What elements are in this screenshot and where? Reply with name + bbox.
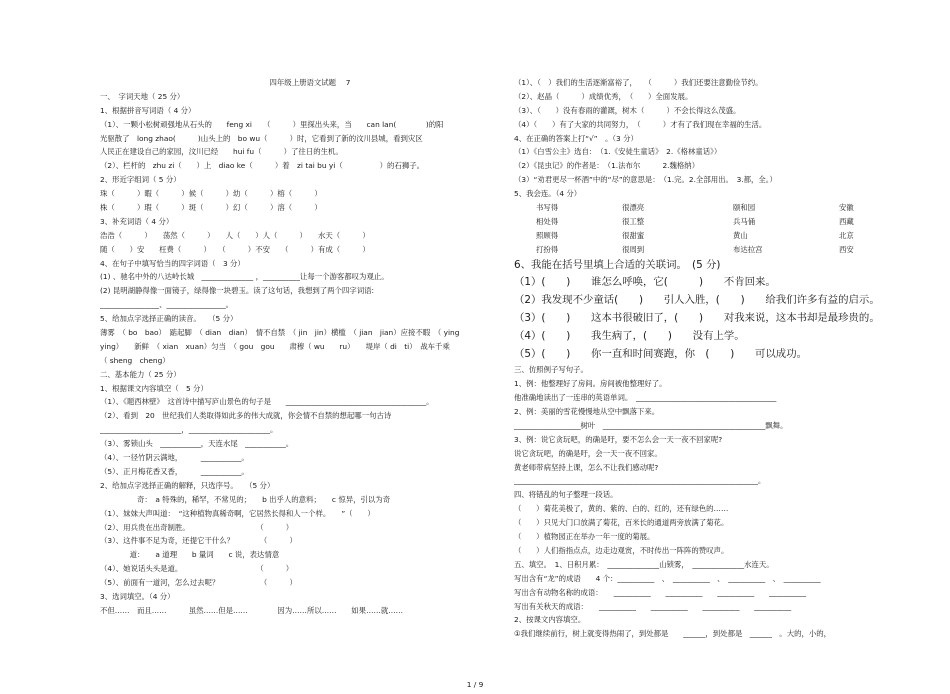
left-lines-line: （1）、一颗小松树顽强地从石头的 feng xi （ ）里探出头来，当 can lan( )的阳 — [100, 119, 444, 129]
connect-item: 相处得 — [536, 216, 559, 226]
left-lines-line: （ sheng cheng） — [100, 355, 170, 365]
big-lines-line: （3）( ) 这本书很破旧了，( ) 对我来说，这本书却是最珍贵的。 — [514, 311, 880, 324]
right-top-lines-line: （4）（ ）有了大家的共同努力， （ ）才有了我们现在幸福的生活。 — [514, 119, 767, 129]
right-top-lines-line: （3）“劝君更尽一杯酒”中的“尽”的意思是： （1.完。2.全部用出。 3.都，全。） — [514, 175, 777, 185]
right-top-lines-line: （1）、（ ）我们的生活逐渐富裕了， （ ）我们还要注意勤俭节约。 — [514, 78, 763, 87]
left-lines-line: 四年级上册语文试题 7 — [269, 78, 351, 87]
left-lines-line: （2）、用兵贵在出奇制胜。 （ ） — [100, 522, 294, 532]
big-lines-line: （5）( ) 你一直和时间赛跑，你 ( ) 可以成功。 — [514, 347, 807, 360]
right-bottom-lines-line: 写出含有动物名称的成语： __________ __________ __________ __________ — [514, 587, 806, 597]
right-bottom-lines-line: （ ）人们指指点点，边走边观赏，不时传出一阵阵的赞叹声。 — [514, 545, 729, 555]
right-bottom-lines-line: 1、例：他整理好了房间。房间被他整理好了。 — [514, 379, 667, 389]
left-lines-line: 珠（ ）暇（ ）候（ ）幼（ ）榕（ ） — [100, 189, 322, 199]
right-bottom-lines-line: 写出含有“龙”的成语 4 个：__________ 、 __________ 、 __________ 、 __________ — [514, 573, 821, 583]
left-lines-line: 随（ ）安 枉费（ ） （ ）不安 （ ）有成（ ） — [100, 244, 370, 254]
left-lines-line: 一、 字词天地（ 25 分） — [100, 91, 185, 101]
left-lines-line: 人民正在建设自己的家园，汶川已经 hui fu（ ）了往日的生机。 — [100, 147, 343, 157]
right-bottom-lines-line: 五、填空。 1、日积月累： ______________山锁雾， ______________水连天。 — [514, 559, 774, 569]
connect-item: 西藏 — [839, 216, 854, 226]
left-lines-line: 4、在句子中填写恰当的四字词语（ 3 分） — [100, 258, 245, 268]
connect-row — [514, 201, 894, 215]
left-lines-line: （5）、正月梅花香又香， ___________。 — [100, 466, 249, 476]
big-lines-line: （1）( ) 谁怎么呼唤，它( ) 不肯回来。 — [514, 276, 776, 289]
connect-item: 打扮得 — [536, 244, 559, 254]
right-top-lines-line: （1）《白雪公主》选自： （1.《安徒生童话》 2.《格林童话》） — [514, 147, 722, 157]
left-lines-line: 2、形近字组词（ 5 分） — [100, 175, 181, 185]
right-top-lines-line: （3）、（ ）没有春雨的灌溉，树木（ ）不会长得这么茂盛。 — [514, 105, 741, 115]
left-column — [100, 76, 460, 618]
right-bottom-lines-line: 写出有关秋天的成语： __________ __________ __________ __________ — [514, 601, 792, 611]
left-lines-line: （1）、妹妹大声叫道： “这种植物真稀奇啊，它居然长得和人一个样。 ”（ ） — [100, 508, 375, 518]
big-lines-line: （2）我发现不少童话( ) 引人入胜，( ) 给我们许多有益的启示。 — [514, 294, 880, 307]
connect-item: 很周到 — [622, 244, 645, 254]
left-lines-line: ying） 新鲜 （ xian xuan）匀当 （ gou gou 肃穆（ wu ru） 堤岸（ di ti） 战车千乘 — [100, 341, 450, 351]
big-lines-line: 6、我能在括号里填上合适的关联词。 (5 分) — [514, 258, 721, 271]
left-lines-line: ________________、________________。 — [100, 300, 234, 310]
connect-item: 照顾得 — [536, 230, 559, 240]
left-lines-line: 2、给加点字选择正确的解释，只选序号。 （5 分） — [100, 480, 275, 490]
right-top-lines-line: 4、在正确的答案上打“√” 。（3 分） — [514, 133, 638, 143]
left-lines-line: 1、根据课文内容填空（ 5 分） — [100, 383, 208, 393]
right-bottom-lines-line: 黄老师带病坚持上课，怎么不让我们感动呢? — [514, 462, 659, 472]
left-lines-line: (2) 昆明湖静得像一面镜子，绿得像一块碧玉。读了这句话，我想到了两个四字词语: — [100, 286, 374, 296]
right-bottom-lines-line: 说它贪玩吧，的确是吁，会一天一夜不回家。 — [514, 448, 662, 458]
left-lines-line: 奇： a 特殊的，稀罕，不常见的； b 出乎人的意料； c 惊异，引以为奇 — [100, 494, 391, 504]
connect-item: 书写得 — [536, 203, 559, 213]
left-lines-line: ______________________，______________________。 — [100, 425, 278, 435]
left-lines-line: 5、给加点字选择正确的读音。 （5 分） — [100, 314, 238, 324]
connect-item: 很工整 — [622, 216, 645, 226]
left-lines-line: 道： a 道理 b 量词 c 说，表达情意 — [100, 550, 280, 560]
left-lines-line: 3、补充词语（ 4 分） — [100, 216, 174, 226]
connect-item: 很漂亮 — [622, 203, 645, 213]
right-bottom-lines-line: 三、仿照例子写句子。 — [514, 365, 588, 375]
connect-item: 安徽 — [839, 203, 854, 213]
connect-row — [514, 215, 894, 229]
big-lines-line: （4）( ) 我生病了，( ) 没有上学。 — [514, 329, 745, 342]
right-bottom-lines-line: 四、将错乱的句子整理一段话。 — [514, 490, 618, 500]
connect-item: 西安 — [839, 244, 854, 254]
connect-row — [514, 243, 894, 257]
connect-item: 兵马俑 — [733, 216, 756, 226]
right-top-lines-line: 5、我会连。（4 分） — [514, 189, 582, 199]
left-lines-line: 薄雾 （ bo bao） 踮起脚 （ dian dian） 情不自禁 （ jin jin）横槛 （ jian jian）应接不暇 （ ying — [100, 328, 460, 338]
left-lines-line: （1）、《题西林壁》 这首诗中描写庐山景色的句子是 ______________________________________。 — [100, 397, 434, 407]
right-bottom-lines-line: 3、例：说它贪玩吧，的确是吁，要不怎么会一天一夜不回家呢? — [514, 434, 723, 444]
right-bottom-lines-line: （ ）植物园正在举办一年一度的菊展。 — [514, 532, 655, 542]
right-bottom-lines-line: ①我们继续前行，树上就变得热闹了，到处都是 ______，到处都是 ______ 。大的，小的， — [514, 629, 832, 639]
left-lines-line: 二、基本能力（ 25 分） — [100, 369, 181, 379]
right-top-lines-line: （2）《昆虫记》的作者是： （1.法布尔 2.魏格纳） — [514, 161, 700, 171]
page-number: 1 / 9 — [466, 680, 484, 689]
left-lines-line: （3）、雾锁山头 ___________，天连水尾 ___________。 — [100, 439, 294, 449]
connect-row — [514, 229, 894, 243]
left-lines-line: （2）、看到 20 世纪我们人类取得如此多的伟大成就，你会情不自禁的想起哪一句古诗 — [100, 411, 392, 421]
left-lines-line: （4）、一径竹阴云满地， ___________。 — [100, 453, 249, 463]
left-lines-line: （2）、栏杆的 zhu zi（ ）上 diao ke（ ）着 zi tai bu yi（ ）的石狮子。 — [100, 161, 425, 171]
left-lines-line: （4）、她说话头头是道。 （ ） — [100, 564, 294, 574]
left-lines-line: （3）、这件事不足为奇，还提它干什么？ （ ） — [100, 536, 297, 546]
left-lines-line: 光驱散了 long zhao( )山头上的 bo wu（ ）时，它看到了新的汶川县城，看到灾区 — [100, 133, 423, 143]
right-bottom-lines-line: 2、例：美丽的雪花慢慢地从空中飘落下来。 — [514, 407, 660, 417]
right-bottom-lines-line: （ ）只见大门口放满了菊花，百米长的通道两旁放满了菊花。 — [514, 518, 729, 528]
left-lines-line: 浩浩（ ） 荡然（ ） 人（ ）人（ ） 水天（ ） — [100, 230, 370, 240]
left-lines-line: (1) 、驰名中外的八达岭长城 ______________ ，__________让每一个游客都叹为观止。 — [100, 272, 389, 282]
connect-item: 颐和园 — [733, 203, 756, 213]
connect-item: 北京 — [839, 230, 854, 240]
left-lines-line: 3、选词填空。（4 分） — [100, 591, 175, 601]
right-top-lines-line: （2）、赵晶（ ）成绩优秀， （ ）全面发展。 — [514, 91, 693, 101]
left-lines-line: 1、根据拼音写词语（ 4 分） — [100, 105, 196, 115]
right-bottom-lines-line: __________________树叶 ____________________________________________飘舞。 — [514, 420, 788, 430]
right-bottom-lines-line: 他准确地读出了一连串的英语单词。 ______________________________________ — [514, 393, 777, 403]
right-bottom-lines-line: （ ）菊花美极了，黄的、紫的、白的、红的，还有绿色的…… — [514, 504, 729, 514]
connect-table — [514, 201, 894, 257]
left-lines-line: （5）、前面有一道河，怎么过去呢？ （ ） — [100, 578, 297, 588]
right-column — [514, 76, 894, 641]
right-bottom-lines-line: __________________________________________________________________。 — [514, 476, 766, 486]
left-lines-line: 株（ ）瑕（ ）斑（ ）幻（ ）溶（ ） — [100, 203, 322, 213]
connect-item: 布达拉宫 — [733, 244, 763, 254]
right-bottom-lines-line: 2、按课文内容填空。 — [514, 615, 586, 625]
left-lines-line: 不但…… 而且…… 虽然……但是…… 因为……所以…… 如果……就…… — [100, 605, 404, 615]
connect-item: 黄山 — [733, 230, 748, 240]
connect-item: 很甜蜜 — [622, 230, 645, 240]
